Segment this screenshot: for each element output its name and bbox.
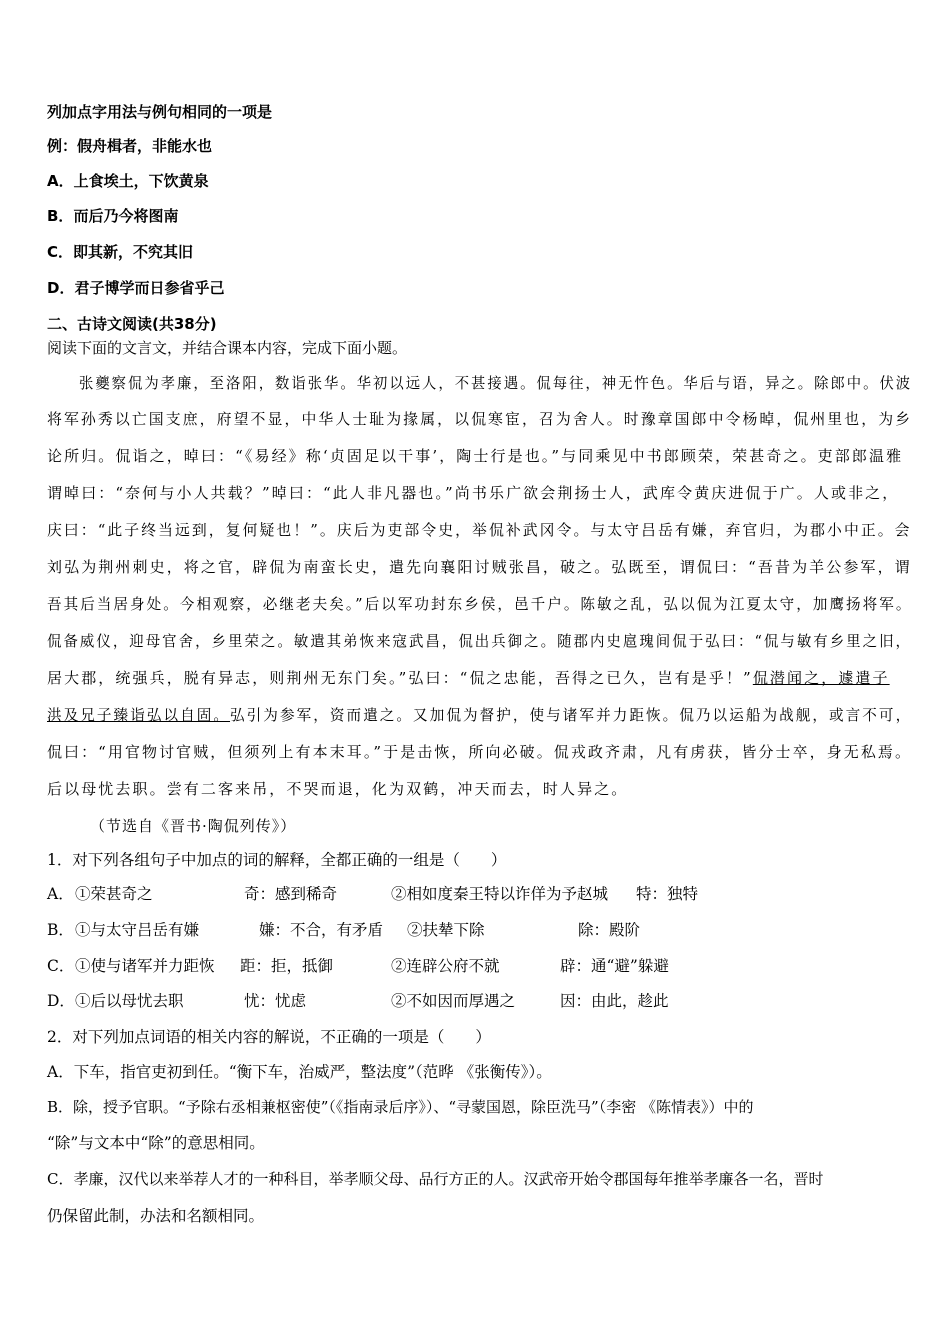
q2-option-b-line1: B．除，授予官职。“予除右丞相兼枢密使”（《指南录后序》）、“寻蒙国恩，除臣洗马”（李密 《陈情表》）中的 bbox=[47, 1098, 754, 1116]
option-label: C． bbox=[47, 957, 75, 975]
option-label: B． bbox=[47, 207, 74, 225]
example-sentence: 例：假舟楫者，非能水也 bbox=[47, 137, 213, 155]
passage-line-7: 吾其后当居身处。今相观察，必继老夫矣。”后以军功封东乡侯，邑千户。陈敏之乱，弘以侃为江夏太守，加鹰扬将军。 bbox=[47, 595, 913, 613]
q2-option-c-line1: C．孝廉，汉代以来举荐人才的一种科目，举孝顺父母、品行方正的人。汉武帝开始令郡国每年推举孝廉各一名，晋时 bbox=[47, 1170, 824, 1188]
q2-option-c-line2: 仍保留此制，办法和名额相同。 bbox=[47, 1207, 265, 1225]
q2-option-b-line2: “除”与文本中“除”的意思相同。 bbox=[47, 1134, 265, 1152]
q1-option-a bbox=[47, 884, 907, 904]
instruction-text: 阅读下面的文言文，并结合课本内容，完成下面小题。 bbox=[47, 339, 408, 357]
option-label: A． bbox=[47, 172, 74, 190]
option-sentence-2: ②不如因而厚遇之 bbox=[391, 992, 516, 1010]
option-gloss-1: 忧：忧虑 bbox=[244, 992, 307, 1010]
option-sentence-2: ②扶辇下除 bbox=[407, 921, 485, 939]
option-gloss-2: 辟：通“避”躲避 bbox=[560, 957, 669, 975]
option-label: D． bbox=[47, 992, 75, 1010]
option-sentence-1: ①与太守吕岳有嫌 bbox=[75, 921, 200, 939]
q2-option-a: A．下车，指官吏初到任。“衡下车，治威严，整法度”（范晔 《张衡传》）。 bbox=[47, 1063, 552, 1081]
option-gloss-2: 因：由此，趁此 bbox=[560, 992, 669, 1010]
option-label: B． bbox=[47, 921, 74, 939]
option-c bbox=[47, 242, 193, 262]
option-gloss-1: 嫌：不合，有矛盾 bbox=[259, 921, 384, 939]
option-label: D． bbox=[47, 279, 75, 297]
option-b bbox=[47, 206, 178, 226]
option-gloss-1: 奇：感到稀奇 bbox=[244, 885, 338, 903]
passage-source: （节选自《晋书·陶侃列传》） bbox=[90, 817, 297, 835]
option-gloss-2: 特：独特 bbox=[636, 885, 699, 903]
underlined-sentence: 侃潜闻之，遽遣子 bbox=[752, 669, 890, 687]
q1-option-c bbox=[47, 956, 907, 976]
option-text: 上食埃土，下饮黄泉 bbox=[73, 172, 209, 190]
option-sentence-1: ①荣甚奇之 bbox=[75, 885, 153, 903]
passage-line-2: 将军孙秀以亡国支庶，府望不显，中华人士耻为掾属，以侃寒宦，召为舍人。时豫章国郎中令杨晫，侃州里也，为乡 bbox=[47, 410, 913, 428]
question-stem: 列加点字用法与例句相同的一项是 bbox=[47, 103, 273, 121]
passage-line-8: 侃备威仪，迎母官舍，乡里荣之。敏遣其弟恢来寇武昌，侃出兵御之。随郡内史扈瑰间侃于弘曰：“侃与敏有乡里之旧， bbox=[47, 632, 913, 650]
option-text: 君子博学而日参省乎己 bbox=[74, 279, 225, 297]
passage-line-6: 刘弘为荆州刺史，将之官，辟侃为南蛮长史，遣先向襄阳讨贼张昌，破之。弘既至，谓侃曰：“吾昔为羊公参军，谓 bbox=[47, 558, 912, 576]
option-sentence-1: ①使与诸军并力距恢 bbox=[75, 957, 215, 975]
passage-text: 居大郡，统强兵，脱有异志，则荆州无东门矣。”弘曰：“侃之忠能，吾得之已久，岂有是乎！” bbox=[47, 669, 753, 687]
passage-line-4: 谓晫曰：“奈何与小人共载？”晫曰：“此人非凡器也。”尚书乐广欲会荆扬士人，武库令黄庆进侃于广。人或非之， bbox=[47, 484, 900, 502]
option-label: C． bbox=[47, 243, 74, 261]
passage-line-12: 后以母忧去职。尝有二客来吊，不哭而退，化为双鹤，冲天而去，时人异之。 bbox=[47, 780, 629, 798]
option-gloss-2: 除：殿阶 bbox=[578, 921, 641, 939]
option-d bbox=[47, 278, 224, 298]
q1-option-d bbox=[47, 991, 907, 1011]
option-sentence-1: ①后以母忧去职 bbox=[75, 992, 184, 1010]
option-text: 即其新，不究其旧 bbox=[73, 243, 194, 261]
passage-line-11: 侃曰：“用官物讨官贼，但须列上有本末耳。”于是击恢，所向必破。侃戎政齐肃，凡有虏获，皆分士卒，身无私焉。 bbox=[47, 743, 913, 761]
passage-line-5: 庆曰：“此子终当远到，复何疑也！”。庆后为吏部令史，举侃补武冈令。与太守吕岳有嫌，弃官归，为郡小中正。会 bbox=[47, 521, 912, 539]
option-gloss-1: 距：拒，抵御 bbox=[240, 957, 334, 975]
passage-line-3: 论所归。侃诣之，晫曰：“《易经》称‘贞固足以干事’，陶士行是也。”与同乘见中书郎顾荣，荣甚奇之。吏部郎温雅 bbox=[47, 447, 904, 465]
underlined-sentence: 洪及兄子臻诣弘以自固。 bbox=[47, 706, 231, 724]
q1-option-b bbox=[47, 920, 907, 940]
passage-line-1: 张夔察侃为孝廉，至洛阳，数诣张华。华初以远人，不甚接遇。侃每往，神无忤色。华后与语，异之。除郎中。伏波 bbox=[79, 374, 913, 392]
q1-stem: 1．对下列各组句子中加点的词的解释，全都正确的一组是（ ） bbox=[47, 851, 507, 869]
option-sentence-2: ②连辟公府不就 bbox=[391, 957, 500, 975]
passage-line-10 bbox=[47, 705, 912, 725]
q2-stem: 2．对下列加点词语的相关内容的解说，不正确的一项是（ ） bbox=[47, 1028, 491, 1046]
option-text: 而后乃今将图南 bbox=[73, 207, 179, 225]
option-label: A． bbox=[47, 885, 74, 903]
section-heading: 二、古诗文阅读(共38分) bbox=[47, 315, 217, 333]
passage-text: 弘引为参军，资而遣之。又加侃为督护，使与诸军并力距恢。侃乃以运船为战舰，或言不可， bbox=[230, 706, 913, 724]
passage-line-9 bbox=[47, 668, 890, 688]
option-sentence-2: ②相如度秦王特以诈佯为予赵城 bbox=[391, 885, 609, 903]
option-a bbox=[47, 171, 209, 191]
